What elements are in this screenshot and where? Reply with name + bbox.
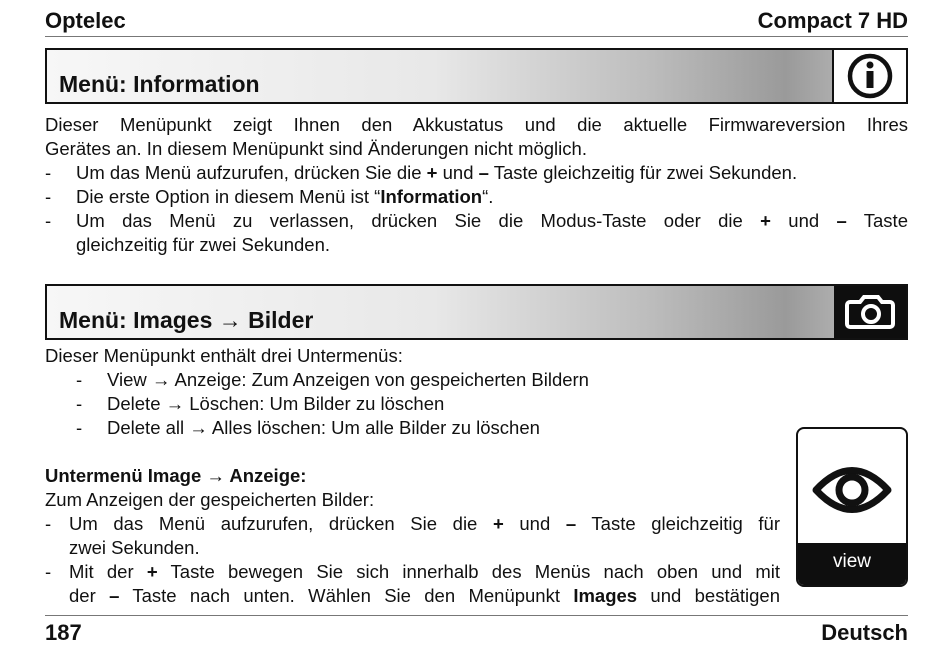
bullet-dash: - (76, 417, 83, 438)
list-item: - Um das Menü aufzurufen, drücken Sie die + und – Taste gleichzeitig für zwei Sekunden. (45, 162, 798, 183)
bullet-dash: - (76, 369, 83, 390)
camera-icon (834, 286, 906, 338)
section-bar-information (45, 48, 908, 104)
section-bar-images (45, 284, 908, 340)
submenu-heading: Untermenü Image → Anzeige: (45, 465, 307, 486)
bullet-dash: - (45, 162, 52, 183)
page-number: 187 (45, 620, 82, 645)
list-item: - Delete → Löschen: Um Bilder zu löschen (76, 393, 445, 414)
camera-icon-box (834, 286, 906, 338)
list-item: - Um das Menü zu verlassen, drücken Sie die Modus-Taste oder die + und – Taste gleichzeitig für zwei Sekunden. (45, 210, 908, 255)
bullet-dash: - (76, 393, 83, 414)
info-icon-box (832, 50, 906, 102)
images-intro: Dieser Menüpunkt enthält drei Untermenüs: (45, 345, 403, 366)
bullet-dash: - (45, 513, 52, 534)
bullet-dash: - (45, 561, 52, 582)
list-item: - Mit der + Taste bewegen Sie sich innerhalb des Menüs nach oben und mit der – Taste nach unten. Wählen Sie den Menüpunkt Images und bestätigen (45, 561, 781, 606)
list-item: - View → Anzeige: Zum Anzeigen von gespeicherten Bildern (76, 369, 589, 390)
section-title-information: Menü: Information (59, 71, 260, 97)
submenu-intro: Zum Anzeigen der gespeicherten Bilder: (45, 489, 375, 510)
page-header (45, 6, 908, 37)
brand-name: Optelec (45, 8, 126, 33)
information-intro-line1: Dieser Menüpunkt zeigt Ihnen den Akkustatus und die aktuelle Firmwareversion Ihres (45, 114, 908, 135)
view-card (796, 427, 908, 587)
bullet-dash: - (45, 210, 52, 231)
list-item: - Die erste Option in diesem Menü ist “Information“. (45, 186, 494, 207)
page-footer (45, 615, 908, 646)
list-item: - Delete all → Alles löschen: Um alle Bilder zu löschen (76, 417, 540, 438)
information-intro-line2: Gerätes an. In diesem Menüpunkt sind Änderungen nicht möglich. (45, 138, 587, 159)
eye-icon (798, 429, 906, 543)
view-label: view (798, 543, 906, 585)
info-circle-icon (834, 50, 906, 102)
product-name: Compact 7 HD (757, 8, 908, 33)
section-title-images: Menü: Images → Bilder (59, 307, 314, 333)
list-item: - Um das Menü aufzurufen, drücken Sie die + und – Taste gleichzeitig für zwei Sekunden. (45, 513, 780, 558)
bullet-dash: - (45, 186, 52, 207)
footer-language: Deutsch (821, 620, 908, 645)
